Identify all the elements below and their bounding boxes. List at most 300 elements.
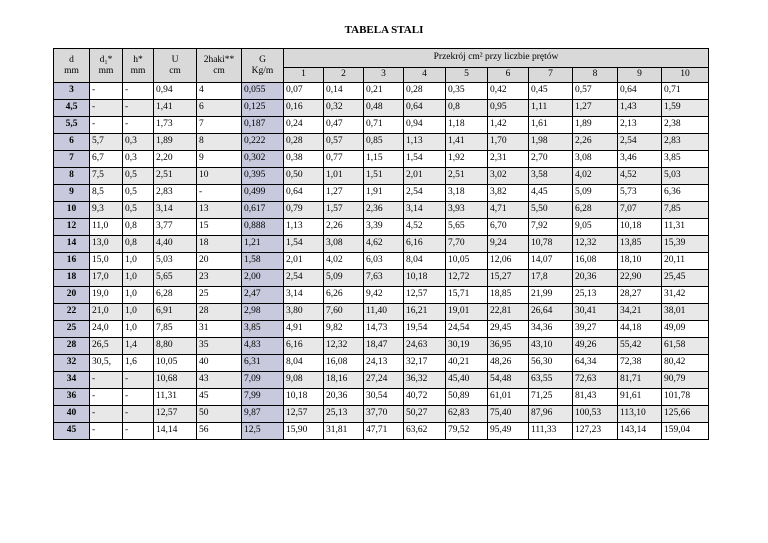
- cell-area-8: 9,05: [573, 219, 618, 236]
- cell-d: 14: [54, 236, 90, 253]
- cell-h: 0,5: [123, 202, 154, 219]
- cell-d1: 5,7: [90, 134, 123, 151]
- cell-haki: 45: [197, 389, 242, 406]
- cell-area-8: 25,13: [573, 287, 618, 304]
- table-row: [54, 270, 709, 287]
- cell-area-3: 9,42: [364, 287, 404, 304]
- cell-haki: 23: [197, 270, 242, 287]
- cell-area-1: 3,80: [284, 304, 324, 321]
- table-row: [54, 389, 709, 406]
- cell-area-10: 7,85: [662, 202, 709, 219]
- cell-d: 28: [54, 338, 90, 355]
- cell-area-1: 0,24: [284, 117, 324, 134]
- cell-area-3: 18,47: [364, 338, 404, 355]
- cell-g: 12,5: [242, 423, 284, 440]
- cell-g: 0,125: [242, 100, 284, 117]
- table-row: [54, 321, 709, 338]
- cell-area-5: 10,05: [446, 253, 488, 270]
- cell-d1: 11,0: [90, 219, 123, 236]
- cell-area-10: 3,85: [662, 151, 709, 168]
- header-count-1: 1: [284, 68, 324, 83]
- cell-area-4: 2,01: [404, 168, 446, 185]
- cell-area-6: 3,02: [488, 168, 529, 185]
- header-count-4: 4: [404, 68, 446, 83]
- cell-d1: 9,3: [90, 202, 123, 219]
- cell-area-7: 3,58: [529, 168, 573, 185]
- cell-area-10: 11,31: [662, 219, 709, 236]
- cell-area-6: 61,01: [488, 389, 529, 406]
- cell-area-2: 18,16: [324, 372, 364, 389]
- cell-area-2: 0,47: [324, 117, 364, 134]
- cell-d: 10: [54, 202, 90, 219]
- cell-area-4: 2,54: [404, 185, 446, 202]
- cell-h: -: [123, 423, 154, 440]
- cell-area-2: 7,60: [324, 304, 364, 321]
- cell-g: 0,617: [242, 202, 284, 219]
- cell-area-4: 36,32: [404, 372, 446, 389]
- cell-area-4: 4,52: [404, 219, 446, 236]
- cell-area-7: 1,61: [529, 117, 573, 134]
- cell-area-3: 47,71: [364, 423, 404, 440]
- cell-area-7: 34,36: [529, 321, 573, 338]
- header-count-10: 10: [662, 68, 709, 83]
- cell-area-1: 10,18: [284, 389, 324, 406]
- table-header: [54, 49, 709, 83]
- cell-area-4: 8,04: [404, 253, 446, 270]
- cell-area-8: 5,09: [573, 185, 618, 202]
- cell-g: 7,09: [242, 372, 284, 389]
- cell-h: -: [123, 83, 154, 100]
- header-count-9: 9: [618, 68, 662, 83]
- cell-d: 25: [54, 321, 90, 338]
- cell-d: 32: [54, 355, 90, 372]
- cell-h: -: [123, 100, 154, 117]
- cell-area-8: 3,08: [573, 151, 618, 168]
- cell-area-8: 30,41: [573, 304, 618, 321]
- cell-h: 1,0: [123, 287, 154, 304]
- cell-area-4: 3,14: [404, 202, 446, 219]
- table-row: [54, 355, 709, 372]
- cell-area-8: 2,26: [573, 134, 618, 151]
- cell-area-1: 2,01: [284, 253, 324, 270]
- cell-area-6: 0,95: [488, 100, 529, 117]
- cell-area-9: 81,71: [618, 372, 662, 389]
- cell-area-2: 12,32: [324, 338, 364, 355]
- cell-area-1: 12,57: [284, 406, 324, 423]
- cell-area-9: 28,27: [618, 287, 662, 304]
- header-d1: d₁* mm: [90, 49, 123, 83]
- cell-d1: 24,0: [90, 321, 123, 338]
- cell-area-8: 6,28: [573, 202, 618, 219]
- cell-area-3: 0,71: [364, 117, 404, 134]
- cell-h: 1,0: [123, 253, 154, 270]
- cell-h: 1,0: [123, 270, 154, 287]
- cell-haki: 15: [197, 219, 242, 236]
- header-count-3: 3: [364, 68, 404, 83]
- cell-d1: 17,0: [90, 270, 123, 287]
- table-row: [54, 117, 709, 134]
- cell-area-10: 49,09: [662, 321, 709, 338]
- cell-u: 6,28: [154, 287, 197, 304]
- cell-u: 6,91: [154, 304, 197, 321]
- cell-area-7: 2,70: [529, 151, 573, 168]
- table-row: [54, 236, 709, 253]
- cell-h: 1,0: [123, 321, 154, 338]
- cell-area-6: 18,85: [488, 287, 529, 304]
- cell-area-3: 6,03: [364, 253, 404, 270]
- cell-area-2: 6,26: [324, 287, 364, 304]
- cell-area-10: 31,42: [662, 287, 709, 304]
- cell-area-8: 20,36: [573, 270, 618, 287]
- header-count-8: 8: [573, 68, 618, 83]
- cell-area-9: 5,73: [618, 185, 662, 202]
- cell-d: 16: [54, 253, 90, 270]
- cell-d1: -: [90, 423, 123, 440]
- table-row: [54, 219, 709, 236]
- cell-h: 0,5: [123, 185, 154, 202]
- cell-g: 2,00: [242, 270, 284, 287]
- cell-d1: 15,0: [90, 253, 123, 270]
- cell-area-5: 7,70: [446, 236, 488, 253]
- cell-area-2: 20,36: [324, 389, 364, 406]
- cell-d: 7: [54, 151, 90, 168]
- cell-area-3: 27,24: [364, 372, 404, 389]
- cell-d: 6: [54, 134, 90, 151]
- cell-area-9: 143,14: [618, 423, 662, 440]
- cell-area-9: 0,64: [618, 83, 662, 100]
- cell-area-2: 3,08: [324, 236, 364, 253]
- cell-area-1: 8,04: [284, 355, 324, 372]
- cell-g: 4,83: [242, 338, 284, 355]
- cell-d1: 7,5: [90, 168, 123, 185]
- cell-g: 1,21: [242, 236, 284, 253]
- cell-h: -: [123, 406, 154, 423]
- cell-area-3: 0,21: [364, 83, 404, 100]
- cell-area-3: 24,13: [364, 355, 404, 372]
- cell-area-8: 16,08: [573, 253, 618, 270]
- cell-haki: 28: [197, 304, 242, 321]
- cell-area-1: 15,90: [284, 423, 324, 440]
- cell-area-9: 113,10: [618, 406, 662, 423]
- cell-area-5: 0,35: [446, 83, 488, 100]
- cell-area-6: 6,70: [488, 219, 529, 236]
- cell-area-5: 2,51: [446, 168, 488, 185]
- cell-area-6: 12,06: [488, 253, 529, 270]
- cell-area-4: 6,16: [404, 236, 446, 253]
- cell-area-6: 15,27: [488, 270, 529, 287]
- cell-u: 1,89: [154, 134, 197, 151]
- cell-h: -: [123, 117, 154, 134]
- cell-area-3: 14,73: [364, 321, 404, 338]
- cell-u: 8,80: [154, 338, 197, 355]
- cell-area-4: 0,28: [404, 83, 446, 100]
- cell-haki: 40: [197, 355, 242, 372]
- cell-area-10: 2,38: [662, 117, 709, 134]
- cell-d: 20: [54, 287, 90, 304]
- cell-d: 34: [54, 372, 90, 389]
- header-cross-section: Przekrój cm² przy liczbie prętów: [284, 49, 709, 68]
- cell-area-1: 1,13: [284, 219, 324, 236]
- table-row: [54, 253, 709, 270]
- table-row: [54, 338, 709, 355]
- cell-area-9: 3,46: [618, 151, 662, 168]
- cell-d1: 8,5: [90, 185, 123, 202]
- cell-u: 11,31: [154, 389, 197, 406]
- cell-u: 2,20: [154, 151, 197, 168]
- cell-area-4: 63,62: [404, 423, 446, 440]
- cell-u: 14,14: [154, 423, 197, 440]
- table-row: [54, 287, 709, 304]
- header-count-7: 7: [529, 68, 573, 83]
- cell-d1: 13,0: [90, 236, 123, 253]
- cell-u: 3,77: [154, 219, 197, 236]
- cell-area-8: 39,27: [573, 321, 618, 338]
- cell-area-2: 1,01: [324, 168, 364, 185]
- cell-area-4: 24,63: [404, 338, 446, 355]
- cell-area-1: 0,16: [284, 100, 324, 117]
- cell-area-5: 30,19: [446, 338, 488, 355]
- cell-area-1: 0,79: [284, 202, 324, 219]
- cell-area-3: 1,51: [364, 168, 404, 185]
- cell-area-6: 36,95: [488, 338, 529, 355]
- header-count-6: 6: [488, 68, 529, 83]
- cell-g: 0,395: [242, 168, 284, 185]
- cell-area-9: 44,18: [618, 321, 662, 338]
- cell-u: 7,85: [154, 321, 197, 338]
- cell-area-1: 0,07: [284, 83, 324, 100]
- cell-area-3: 1,91: [364, 185, 404, 202]
- cell-area-5: 62,83: [446, 406, 488, 423]
- cell-area-8: 1,89: [573, 117, 618, 134]
- cell-area-1: 6,16: [284, 338, 324, 355]
- cell-area-10: 1,59: [662, 100, 709, 117]
- cell-area-4: 12,57: [404, 287, 446, 304]
- table-row: [54, 151, 709, 168]
- cell-area-4: 19,54: [404, 321, 446, 338]
- cell-d: 45: [54, 423, 90, 440]
- cell-area-4: 1,13: [404, 134, 446, 151]
- cell-area-9: 13,85: [618, 236, 662, 253]
- cell-area-5: 3,93: [446, 202, 488, 219]
- cell-haki: 31: [197, 321, 242, 338]
- cell-area-6: 54,48: [488, 372, 529, 389]
- cell-area-2: 25,13: [324, 406, 364, 423]
- cell-area-7: 1,11: [529, 100, 573, 117]
- cell-area-4: 40,72: [404, 389, 446, 406]
- cell-u: 10,68: [154, 372, 197, 389]
- cell-h: 0,8: [123, 219, 154, 236]
- cell-h: 0,8: [123, 236, 154, 253]
- cell-area-2: 1,27: [324, 185, 364, 202]
- cell-area-2: 0,32: [324, 100, 364, 117]
- cell-area-7: 10,78: [529, 236, 573, 253]
- cell-area-2: 9,82: [324, 321, 364, 338]
- cell-area-7: 87,96: [529, 406, 573, 423]
- cell-g: 6,31: [242, 355, 284, 372]
- cell-area-3: 4,62: [364, 236, 404, 253]
- cell-area-10: 80,42: [662, 355, 709, 372]
- cell-area-10: 20,11: [662, 253, 709, 270]
- cell-d1: -: [90, 100, 123, 117]
- cell-g: 0,499: [242, 185, 284, 202]
- cell-h: 0,5: [123, 168, 154, 185]
- cell-area-8: 1,27: [573, 100, 618, 117]
- cell-area-1: 1,54: [284, 236, 324, 253]
- cell-d1: 30,5,: [90, 355, 123, 372]
- cell-g: 0,302: [242, 151, 284, 168]
- cell-area-10: 159,04: [662, 423, 709, 440]
- cell-area-6: 4,71: [488, 202, 529, 219]
- cell-area-6: 48,26: [488, 355, 529, 372]
- cell-d: 8: [54, 168, 90, 185]
- cell-area-9: 55,42: [618, 338, 662, 355]
- cell-area-9: 2,13: [618, 117, 662, 134]
- cell-area-3: 0,48: [364, 100, 404, 117]
- cell-u: 5,03: [154, 253, 197, 270]
- cell-area-1: 0,64: [284, 185, 324, 202]
- cell-area-7: 63,55: [529, 372, 573, 389]
- cell-area-2: 1,57: [324, 202, 364, 219]
- cell-haki: 13: [197, 202, 242, 219]
- page-title: TABELA STALI: [344, 24, 424, 36]
- cell-g: 0,888: [242, 219, 284, 236]
- cell-area-5: 1,18: [446, 117, 488, 134]
- cell-d: 4,5: [54, 100, 90, 117]
- cell-area-7: 21,99: [529, 287, 573, 304]
- cell-area-4: 0,64: [404, 100, 446, 117]
- cell-area-7: 14,07: [529, 253, 573, 270]
- cell-u: 10,05: [154, 355, 197, 372]
- cell-area-3: 7,63: [364, 270, 404, 287]
- table-row: [54, 423, 709, 440]
- cell-area-1: 0,50: [284, 168, 324, 185]
- cell-area-9: 7,07: [618, 202, 662, 219]
- cell-area-3: 30,54: [364, 389, 404, 406]
- cell-area-6: 75,40: [488, 406, 529, 423]
- cell-area-8: 49,26: [573, 338, 618, 355]
- cell-area-5: 5,65: [446, 219, 488, 236]
- cell-area-2: 16,08: [324, 355, 364, 372]
- header-g: G Kg/m: [242, 49, 284, 83]
- cell-area-8: 127,23: [573, 423, 618, 440]
- table-row: [54, 100, 709, 117]
- cell-area-2: 4,02: [324, 253, 364, 270]
- cell-area-10: 2,83: [662, 134, 709, 151]
- cell-area-2: 5,09: [324, 270, 364, 287]
- cell-area-7: 17,8: [529, 270, 573, 287]
- cell-area-5: 0,8: [446, 100, 488, 117]
- cell-d1: -: [90, 83, 123, 100]
- cell-area-9: 4,52: [618, 168, 662, 185]
- cell-area-3: 2,36: [364, 202, 404, 219]
- cell-d: 18: [54, 270, 90, 287]
- cell-g: 0,222: [242, 134, 284, 151]
- cell-u: 3,14: [154, 202, 197, 219]
- cell-area-5: 24,54: [446, 321, 488, 338]
- cell-g: 1,58: [242, 253, 284, 270]
- cell-area-9: 1,43: [618, 100, 662, 117]
- cell-d1: -: [90, 117, 123, 134]
- cell-area-4: 50,27: [404, 406, 446, 423]
- cell-u: 2,83: [154, 185, 197, 202]
- cell-area-9: 2,54: [618, 134, 662, 151]
- cell-area-7: 1,98: [529, 134, 573, 151]
- cell-area-1: 0,28: [284, 134, 324, 151]
- cell-area-2: 31,81: [324, 423, 364, 440]
- cell-g: 9,87: [242, 406, 284, 423]
- cell-h: -: [123, 389, 154, 406]
- cell-area-6: 95,49: [488, 423, 529, 440]
- cell-area-10: 101,78: [662, 389, 709, 406]
- cell-area-10: 90,79: [662, 372, 709, 389]
- table-row: [54, 168, 709, 185]
- cell-area-4: 1,54: [404, 151, 446, 168]
- cell-area-8: 4,02: [573, 168, 618, 185]
- cell-area-5: 50,89: [446, 389, 488, 406]
- cell-h: 1,6: [123, 355, 154, 372]
- cell-d1: 6,7: [90, 151, 123, 168]
- cell-h: 1,0: [123, 304, 154, 321]
- cell-area-8: 100,53: [573, 406, 618, 423]
- cell-area-7: 56,30: [529, 355, 573, 372]
- cell-area-1: 0,38: [284, 151, 324, 168]
- cell-area-6: 0,42: [488, 83, 529, 100]
- cell-area-4: 0,94: [404, 117, 446, 134]
- cell-area-9: 91,61: [618, 389, 662, 406]
- cell-area-9: 18,10: [618, 253, 662, 270]
- cell-d: 12: [54, 219, 90, 236]
- cell-area-5: 1,41: [446, 134, 488, 151]
- cell-area-6: 22,81: [488, 304, 529, 321]
- table-row: [54, 83, 709, 100]
- cell-d1: -: [90, 372, 123, 389]
- cell-haki: 56: [197, 423, 242, 440]
- cell-area-6: 1,70: [488, 134, 529, 151]
- cell-d: 22: [54, 304, 90, 321]
- cell-area-6: 3,82: [488, 185, 529, 202]
- cell-haki: 9: [197, 151, 242, 168]
- header-d: d mm: [54, 49, 90, 83]
- cell-haki: 25: [197, 287, 242, 304]
- cell-area-9: 34,21: [618, 304, 662, 321]
- cell-area-1: 2,54: [284, 270, 324, 287]
- cell-area-8: 72,63: [573, 372, 618, 389]
- cell-area-7: 71,25: [529, 389, 573, 406]
- cell-area-5: 40,21: [446, 355, 488, 372]
- cell-d: 5,5: [54, 117, 90, 134]
- cell-area-9: 22,90: [618, 270, 662, 287]
- cell-d1: 26,5: [90, 338, 123, 355]
- cell-area-7: 111,33: [529, 423, 573, 440]
- cell-d1: 19,0: [90, 287, 123, 304]
- cell-d: 9: [54, 185, 90, 202]
- cell-area-7: 0,45: [529, 83, 573, 100]
- cell-area-8: 12,32: [573, 236, 618, 253]
- cell-area-7: 43,10: [529, 338, 573, 355]
- cell-g: 2,98: [242, 304, 284, 321]
- cell-haki: 35: [197, 338, 242, 355]
- cell-area-4: 16,21: [404, 304, 446, 321]
- cell-h: 0,3: [123, 151, 154, 168]
- cell-u: 1,41: [154, 100, 197, 117]
- cell-g: 2,47: [242, 287, 284, 304]
- cell-area-10: 61,58: [662, 338, 709, 355]
- cell-area-8: 64,34: [573, 355, 618, 372]
- cell-area-3: 1,15: [364, 151, 404, 168]
- table-row: [54, 406, 709, 423]
- cell-d: 36: [54, 389, 90, 406]
- cell-u: 12,57: [154, 406, 197, 423]
